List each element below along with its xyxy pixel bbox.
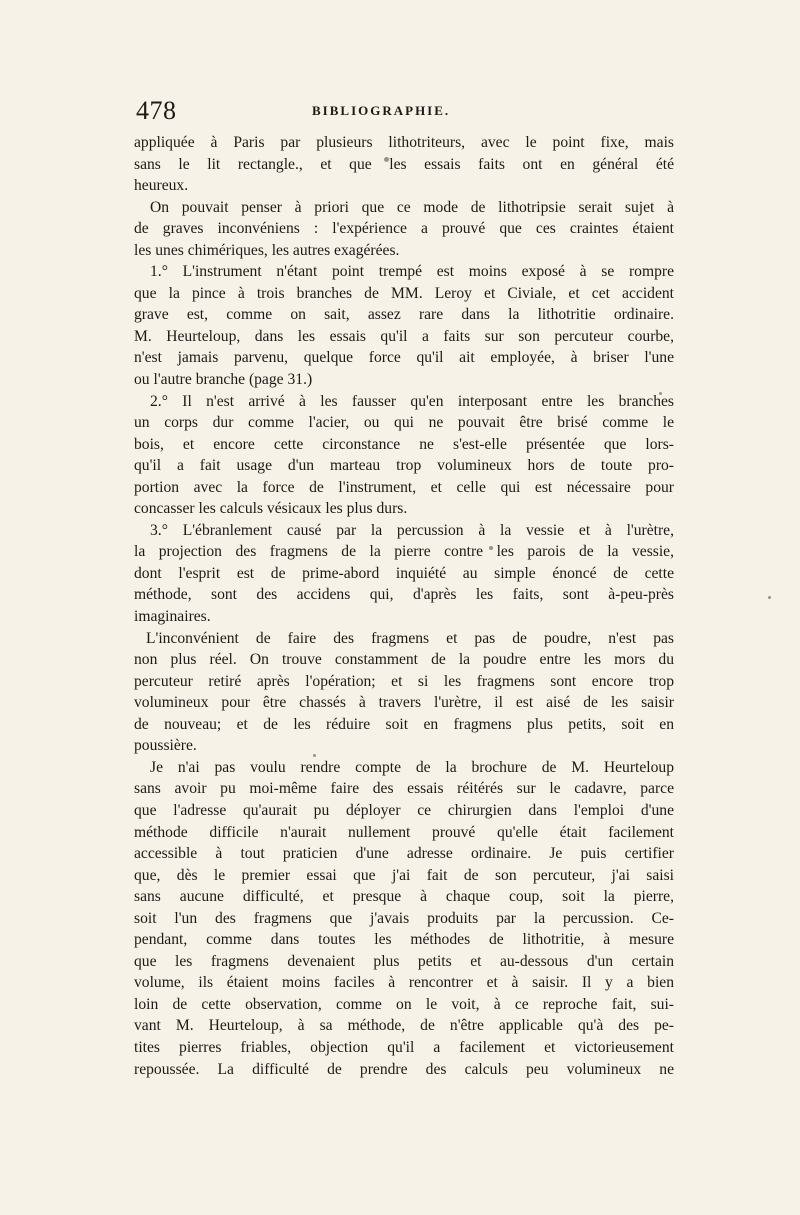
text-line: vant M. Heurteloup, à sa méthode, de n'être applicable qu'à des pe- xyxy=(134,1017,674,1035)
text-line: sans aucune difficulté, et presque à chaque coup, soit la pierre, xyxy=(134,888,674,906)
text-line: poussière. xyxy=(134,737,197,755)
ink-speck xyxy=(313,754,316,757)
text-line: repoussée. La difficulté de prendre des calculs peu volumineux ne xyxy=(134,1060,674,1078)
text-line: que la pince à trois branches de MM. Leroy et Civiale, et cet accident xyxy=(134,284,674,302)
text-line: de graves inconvéniens : l'expérience a prouvé que ces craintes étaient xyxy=(134,220,674,238)
text-line: volumineux pour être chassés à travers l'urètre, il est aisé de les saisir xyxy=(134,694,674,712)
ink-speck xyxy=(489,546,493,550)
body-text xyxy=(134,132,674,1080)
text-line: que, dès le premier essai que j'ai fait de son percuteur, j'ai saisi xyxy=(134,866,674,884)
text-line: concasser les calculs vésicaux les plus durs. xyxy=(134,500,408,518)
text-line: 1.° L'instrument n'étant point trempé est moins exposé à se rompre xyxy=(150,263,674,281)
text-line: sans avoir pu moi-même faire des essais réitérés sur le cadavre, parce xyxy=(134,780,674,798)
text-line: appliquée à Paris par plusieurs lithotriteurs, avec le point fixe, mais xyxy=(134,134,674,151)
text-line: les unes chimériques, les autres exagérées. xyxy=(134,241,400,259)
running-head: BIBLIOGRAPHIE. xyxy=(312,103,451,118)
text-line: bois, et encore cette circonstance ne s'est-elle présentée que lors- xyxy=(134,435,674,453)
text-line: 2.° Il n'est arrivé à les fausser qu'en interposant entre les branches xyxy=(150,392,674,410)
text-line: loin de cette observation, comme on le voit, à ce reproche fait, sui- xyxy=(134,995,674,1013)
text-line: non plus réel. On trouve constamment de la poudre entre les mors du xyxy=(134,651,674,669)
text-line: tites pierres friables, objection qu'il a facilement et victorieusement xyxy=(134,1038,674,1056)
text-line: méthode difficile n'aurait nullement prouvé qu'elle était facilement xyxy=(134,823,674,841)
text-line: n'est jamais parvenu, quelque force qu'il ait employée, à briser l'une xyxy=(134,349,674,367)
ink-speck xyxy=(768,596,771,599)
text-line: de nouveau; et de les réduire soit en fragmens plus petits, soit en xyxy=(134,715,674,733)
text-line: portion avec la force de l'instrument, et celle qui est nécessaire pour xyxy=(134,478,674,496)
text-line: grave est, comme on sait, assez rare dans la lithotritie ordinaire. xyxy=(134,306,674,324)
ink-speck xyxy=(384,157,389,162)
page-header xyxy=(136,97,670,131)
text-line: ou l'autre branche (page 31.) xyxy=(134,371,313,389)
text-line: L'inconvénient de faire des fragmens et pas de poudre, n'est pas xyxy=(146,629,674,647)
text-line: méthode, sont des accidens qui, d'après les faits, sont à-peu-près xyxy=(134,586,674,604)
text-line: imaginaires. xyxy=(134,608,211,626)
text-line: heureux. xyxy=(134,177,189,195)
text-line: qu'il a fait usage d'un marteau trop volumineux hors de toute pro- xyxy=(134,457,674,475)
text-line: 3.° L'ébranlement causé par la percussion à la vessie et à l'urètre, xyxy=(150,521,674,539)
text-line: soit l'un des fragmens que j'avais produits par la percussion. Ce- xyxy=(134,909,674,927)
text-line: On pouvait penser à priori que ce mode de lithotripsie serait sujet à xyxy=(150,198,674,216)
text-line: percuteur retiré après l'opération; et si les fragmens sont encore trop xyxy=(134,672,674,690)
text-line: volume, ils étaient moins faciles à rencontrer et à saisir. Il y a bien xyxy=(134,974,674,992)
text-line: Je n'ai pas voulu rendre compte de la brochure de M. Heurteloup xyxy=(150,758,674,776)
text-line: un corps dur comme l'acier, ou qui ne pouvait être brisé comme le xyxy=(134,414,674,432)
text-line: la projection des fragmens de la pierre contre les parois de la vessie, xyxy=(134,543,674,561)
text-line: sans le lit rectangle., et que les essais faits ont en général été xyxy=(134,155,674,173)
text-line: pendant, comme dans toutes les méthodes de lithotritie, à mesure xyxy=(134,931,674,949)
page-number: 478 xyxy=(136,96,177,125)
text-line: dont l'esprit est de prime-abord inquiété au simple énoncé de cette xyxy=(134,564,674,582)
text-line: que les fragmens devenaient plus petits et au-dessous d'un certain xyxy=(134,952,674,970)
text-line: que l'adresse qu'aurait pu déployer ce chirurgien dans l'emploi d'une xyxy=(134,801,674,819)
text-line: M. Heurteloup, dans les essais qu'il a faits sur son percuteur courbe, xyxy=(134,327,674,345)
ink-speck xyxy=(659,392,662,395)
text-line: accessible à tout praticien d'une adresse ordinaire. Je puis certifier xyxy=(134,845,674,863)
